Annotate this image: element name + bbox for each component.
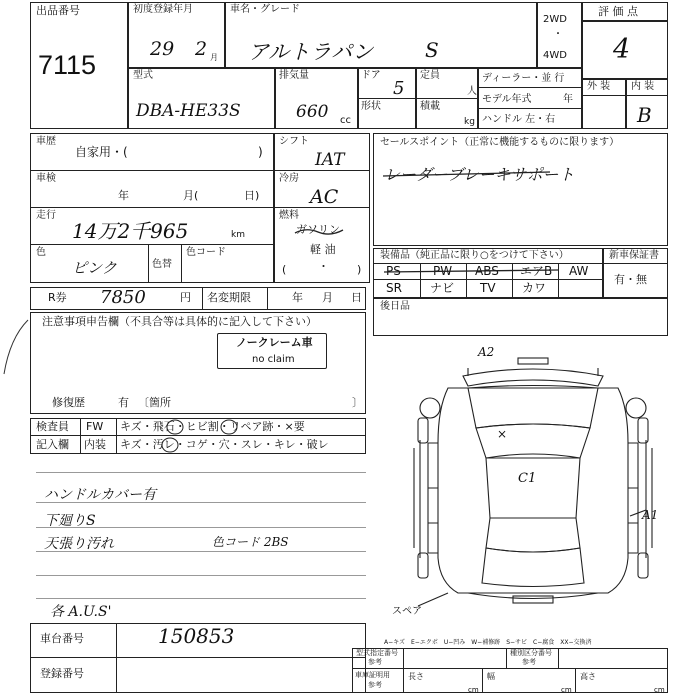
model-label: 型式 (133, 70, 153, 81)
color-code-label: 色コード (186, 247, 226, 258)
repair-label: 修復歴 (52, 396, 85, 409)
diagram-a2: A2 (478, 345, 495, 359)
circle-mark-2 (219, 418, 239, 438)
transfer-label: 名変期限 (207, 291, 251, 304)
sales-strike (382, 167, 552, 181)
equip-pw: PW (433, 264, 453, 278)
inspection-day: 日) (244, 189, 260, 202)
comment-4: 色コード 2BS (212, 535, 289, 549)
drive-2wd: 2WD (543, 14, 567, 25)
transfer-year: 年 (292, 291, 303, 304)
fuel-dot: ・ (318, 260, 329, 273)
later-label: 後日品 (380, 301, 410, 312)
spare-label: スペア (392, 606, 422, 617)
model-year-unit: 年 (563, 94, 573, 105)
recycle-unit: 円 (180, 291, 191, 304)
first-reg-month-unit: 月 (210, 53, 218, 62)
history-label: 車歴 (36, 136, 56, 147)
sales-box (373, 133, 668, 246)
damage-legend: A−キズ E−エクボ U−凹み W−補修跡 S−サビ C−腐食 XX−交換済 (384, 639, 592, 646)
grade-value: S (425, 38, 439, 62)
drive-dot: ・ (553, 29, 563, 40)
circle-mark-1 (165, 418, 185, 438)
capacity-unit: 人 (467, 86, 477, 97)
fuel-light-oil: 軽 油 (310, 243, 336, 256)
repair-value: 有 (118, 396, 129, 409)
warranty-value: 有・無 (614, 273, 647, 286)
circle-mark-3 (160, 436, 180, 456)
width-cm: cm (561, 686, 572, 694)
length-label: 長さ (408, 672, 424, 681)
no-claim-en: no claim (252, 354, 295, 365)
chassis-label: 車台番号 (40, 632, 84, 645)
diagram-a1: A1 (642, 508, 659, 522)
shift-label: シフト (279, 136, 309, 147)
lot-number: 7115 (38, 50, 97, 80)
lot-label: 出品番号 (36, 4, 80, 17)
color-value: ピンク (72, 259, 117, 277)
inspector-label-2: 記入欄 (36, 438, 69, 451)
displacement-label: 排気量 (279, 70, 309, 81)
car-name-label: 車名・グレード (230, 4, 300, 15)
fuel-open: ( (282, 263, 287, 276)
type-num-ref: 参考 (368, 658, 382, 666)
fuel-close: ) (357, 263, 362, 276)
comment-1: ハンドルカバー有 (44, 487, 156, 503)
displacement-value: 660 (296, 102, 329, 122)
comment-3: 天張り汚れ (44, 536, 114, 552)
cert-ref: 参考 (368, 681, 382, 689)
repair-place-close: 〕 (352, 396, 363, 409)
notes-label: 注意事項申告欄（不具合等は具体的に記入して下さい） (42, 315, 317, 328)
handle-label: ハンドル 左・右 (482, 114, 556, 125)
chassis-value: 150853 (158, 624, 235, 648)
equip-abs: ABS (475, 264, 499, 278)
car-name-value: アルトラパン (248, 40, 374, 64)
dealer-label: ディーラー・並 行 (482, 73, 565, 84)
displacement-unit: cc (340, 115, 351, 126)
rating-label: 評 価 点 (598, 5, 638, 18)
doors-label: ドア (361, 70, 381, 81)
interior-value: B (637, 103, 652, 127)
sales-value: レーダーブレーキサポート (384, 165, 575, 184)
equip-airbag: エアB (520, 264, 553, 278)
fw-head: FW (86, 420, 104, 433)
mileage-label: 走行 (36, 210, 56, 221)
history-close: ) (258, 145, 263, 159)
cert-label: 車庫証明用 (355, 671, 390, 679)
recycle-value: 7850 (100, 287, 146, 308)
transfer-month: 月 (322, 291, 333, 304)
later-box (373, 298, 668, 336)
inspection-month: 月( (183, 189, 199, 202)
history-value: 自家用・( (75, 145, 128, 159)
fuel-strike (294, 223, 344, 236)
recycle-box (30, 287, 366, 310)
fw-text: キズ・飛石・ヒビ割・リペア跡・×要 (120, 420, 305, 433)
color-label: 色 (36, 247, 46, 258)
repaint-label: 色替 (152, 259, 172, 270)
equip-navi: ナビ (430, 281, 455, 295)
repair-place: 〔箇所 (138, 396, 171, 409)
equip-leather: カワ (522, 281, 547, 295)
equip-ps: PS (386, 264, 401, 278)
height-cm: cm (654, 686, 665, 694)
no-claim-jp: ノークレーム車 (236, 336, 313, 349)
interior-head: 内装 (84, 438, 106, 451)
first-reg-label: 初度登録年月 (133, 4, 193, 15)
inspector-label-1: 検査員 (36, 420, 69, 433)
diagram-c1: C1 (518, 471, 537, 486)
comment-2: 下廻りS (44, 513, 96, 529)
interior-label: 内 装 (631, 81, 655, 92)
equip-aw: AW (569, 264, 589, 278)
length-cm: cm (468, 686, 479, 694)
class-num-ref: 参考 (522, 658, 536, 666)
transfer-day: 日 (351, 291, 362, 304)
class-num-label: 種別区分番号 (510, 649, 552, 657)
fuel-label: 燃料 (279, 210, 299, 221)
comment-5: 各 A.U.S' (50, 604, 112, 620)
capacity-label: 定員 (420, 70, 440, 81)
ac-label: 冷房 (279, 173, 299, 184)
drive-4wd: 4WD (543, 50, 567, 61)
shift-value: IAT (315, 150, 345, 170)
warranty-label: 新車保証書 (609, 250, 659, 261)
rating-value: 4 (613, 34, 631, 65)
payload-unit: kg (464, 117, 475, 127)
sales-label: セールスポイント（正常に機能するものに限ります） (380, 137, 620, 148)
equipment-strike (382, 265, 562, 277)
inspection-year: 年 (118, 189, 129, 202)
type-num-label: 型式指定番号 (356, 649, 398, 657)
shape-label: 形状 (361, 101, 381, 112)
equip-sr: SR (386, 281, 402, 295)
equipment-label: 装備品（純正品に限り○をつけて下さい） (380, 250, 569, 261)
mileage-unit: km (231, 230, 245, 240)
equip-tv: TV (480, 281, 496, 295)
reg-label: 登録番号 (40, 667, 84, 680)
width-label: 幅 (487, 672, 495, 681)
exterior-label: 外 装 (587, 81, 611, 92)
diagram-x: × (497, 427, 508, 441)
fuel-gasoline: ガソリン (296, 223, 340, 236)
inspection-label: 車検 (36, 173, 56, 184)
interior-text: キズ・汚レ・コゲ・穴・スレ・キレ・破レ (120, 438, 329, 451)
first-reg-month: 2 (195, 38, 208, 60)
mileage-value: 14万2千965 (72, 219, 189, 243)
payload-label: 積載 (420, 101, 440, 112)
recycle-label: R券 (48, 291, 67, 304)
model-value: DBA-HE33S (136, 101, 241, 121)
doors-value: 5 (393, 78, 405, 99)
model-year-label: モデル年式 (482, 94, 532, 105)
margin-pen-stroke (0, 318, 30, 378)
ac-value: AC (310, 186, 339, 208)
first-reg-year: 29 (150, 38, 175, 60)
height-label: 高さ (580, 672, 596, 681)
